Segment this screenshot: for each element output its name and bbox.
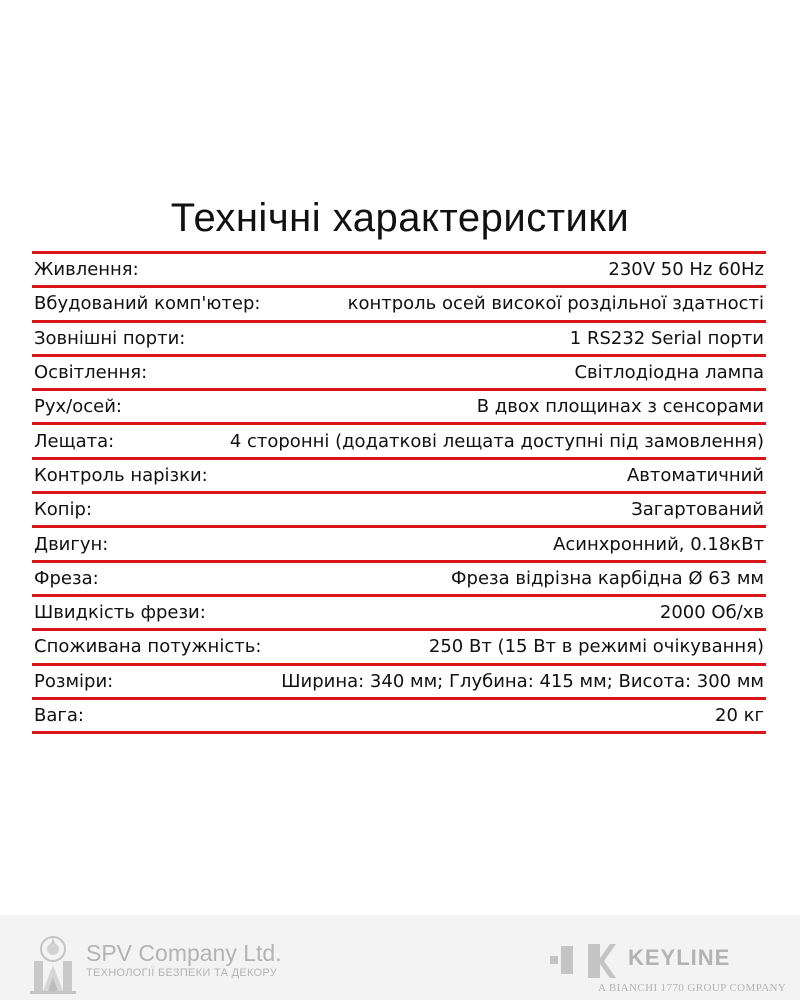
spec-label: Копір:	[34, 499, 93, 521]
spv-company-name: SPV Company Ltd.	[86, 940, 282, 966]
spec-label: Живлення:	[34, 259, 139, 281]
spec-row	[32, 288, 766, 322]
spec-row	[32, 563, 766, 597]
page-title: Технічні характеристики	[170, 196, 630, 240]
spec-label: Лещата:	[34, 430, 115, 452]
spec-label: Швидкість фрези:	[34, 602, 206, 624]
spec-label: Рух/осей:	[34, 396, 122, 418]
spec-row	[32, 597, 766, 631]
spv-tagline: ТЕХНОЛОГІЇ БЕЗПЕКИ ТА ДЕКОРУ	[86, 967, 278, 979]
spec-row	[32, 700, 766, 734]
spec-value: 4 сторонні (додаткові лещата доступні під замовлення)	[229, 430, 764, 452]
spv-logo-icon	[28, 933, 78, 995]
spec-label: Контроль нарізки:	[34, 464, 208, 486]
spec-label: Фреза:	[34, 567, 99, 589]
spec-value: Автоматичний	[626, 464, 764, 486]
spec-label: Вага:	[34, 705, 84, 726]
keyline-brand-name: KEYLINE	[628, 945, 731, 970]
spec-value: Світлодіодна лампа	[574, 362, 764, 384]
spec-label: Вбудований комп'ютер:	[34, 293, 261, 315]
spec-label: Зовнішні порти:	[34, 327, 186, 349]
keyline-tagline: A BIANCHI 1770 GROUP COMPANY	[598, 982, 787, 994]
spec-label: Двигун:	[34, 533, 109, 555]
spec-row	[32, 631, 766, 665]
spec-value: Фреза відрізна карбідна Ø 63 мм	[451, 567, 764, 589]
spec-value: Загартований	[631, 499, 764, 521]
spec-label: Споживана потужність:	[34, 636, 262, 658]
spec-value: 1 RS232 Serial порти	[569, 327, 764, 349]
spec-value: 2000 Об/хв	[659, 602, 764, 624]
spec-row	[32, 528, 766, 562]
spec-value: 20 кг	[715, 705, 764, 726]
spec-row	[32, 666, 766, 700]
keyline-logo-icon	[548, 942, 618, 982]
footer	[0, 915, 800, 1000]
spec-label: Розміри:	[34, 670, 114, 692]
spec-row	[32, 323, 766, 357]
spec-value: 250 Вт (15 Вт в режимі очікування)	[428, 636, 764, 658]
spec-row	[32, 494, 766, 528]
spec-value: Ширина: 340 мм; Глубина: 415 мм; Висота: 300 мм	[281, 670, 764, 692]
spec-value: В двох площинах з сенсорами	[476, 396, 764, 418]
spec-row	[32, 391, 766, 425]
spec-row	[32, 425, 766, 459]
spec-value: Асинхронний, 0.18кВт	[553, 533, 764, 555]
spec-label: Освітлення:	[34, 362, 148, 384]
spec-table	[32, 251, 766, 734]
spec-value: контроль осей високої роздільної здатності	[347, 293, 764, 315]
spec-value: 230V 50 Hz 60Hz	[608, 259, 764, 281]
spec-row	[32, 460, 766, 494]
spec-row	[32, 254, 766, 288]
spec-row	[32, 357, 766, 391]
